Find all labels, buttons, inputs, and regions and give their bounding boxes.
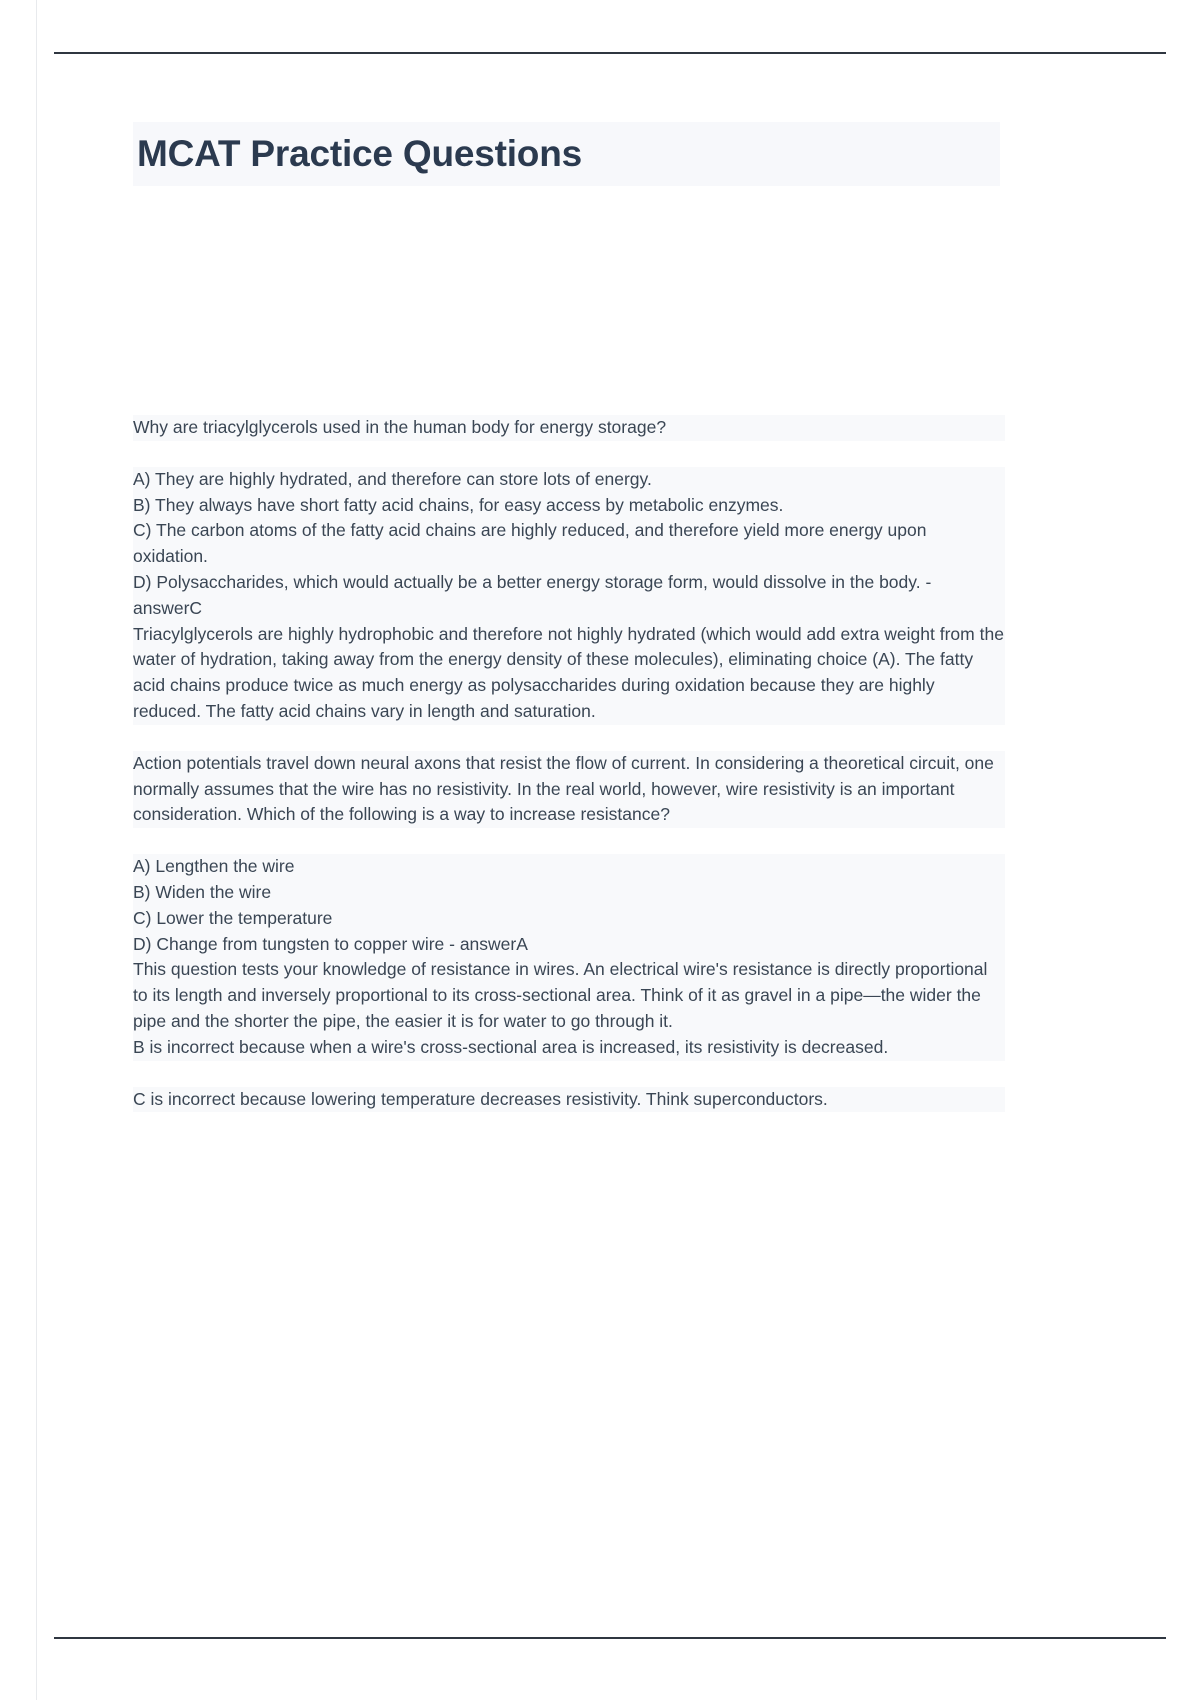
answer-choice-c: C) The carbon atoms of the fatty acid chains are highly reduced, and therefore yield more energy upon oxidation. bbox=[133, 520, 927, 567]
question-2-stem: Action potentials travel down neural axons that resist the flow of current. In considering a theoretical circuit, one normally assumes that the wire has no resistivity. In the real world, however, wire resistivity is an important consideration. Which of the following is a way to increase resistance? bbox=[133, 751, 1005, 828]
spacer bbox=[133, 441, 1005, 467]
question-1-stem: Why are triacylglycerols used in the human body for energy storage? bbox=[133, 415, 1005, 441]
answer-choice-d: D) Polysaccharides, which would actually be a better energy storage form, would dissolve in the body. - answerC bbox=[133, 571, 932, 618]
question-1-choices bbox=[133, 467, 1005, 622]
answer-choice-c: C) Lower the temperature bbox=[133, 907, 333, 928]
question-2-explanation-intro: This question tests your knowledge of resistance in wires. An electrical wire's resistance is directly proportional to its length and inversely proportional to its cross-sectional area. Think of it as gravel in a pipe—the wider the pipe and the shorter the pipe, the easier it is for water to go through it. bbox=[133, 959, 988, 1031]
answer-choice-a: A) Lengthen the wire bbox=[133, 856, 295, 877]
question-2-explanation-c: C is incorrect because lowering temperature decreases resistivity. Think superconductors. bbox=[133, 1087, 1005, 1113]
page-title: MCAT Practice Questions bbox=[137, 133, 582, 174]
page-title-band bbox=[133, 122, 1000, 186]
header-divider-line bbox=[54, 52, 1166, 54]
question-1-explanation: Triacylglycerols are highly hydrophobic and therefore not highly hydrated (which would add extra weight from the water of hydration, taking away from the energy density of these molecules), eliminating choice (A). The fatty acid chains produce twice as much energy as polysaccharides during oxidation because they are highly reduced. The fatty acid chains vary in length and saturation. bbox=[133, 622, 1005, 725]
document-body bbox=[133, 415, 1005, 1112]
question-2-choices bbox=[133, 854, 1005, 1035]
answer-choice-d: D) Change from tungsten to copper wire - answerA bbox=[133, 933, 528, 954]
answer-choice-b: B) Widen the wire bbox=[133, 881, 272, 902]
footer-divider-line bbox=[54, 1637, 1166, 1639]
question-2-explanation-b: B is incorrect because when a wire's cross-sectional area is increased, its resistivity is decreased. bbox=[133, 1035, 1005, 1061]
spacer bbox=[133, 828, 1005, 854]
page-left-margin bbox=[0, 0, 37, 1700]
answer-choice-a: A) They are highly hydrated, and therefore can store lots of energy. bbox=[133, 468, 652, 489]
answer-choice-b: B) They always have short fatty acid chains, for easy access by metabolic enzymes. bbox=[133, 494, 784, 515]
